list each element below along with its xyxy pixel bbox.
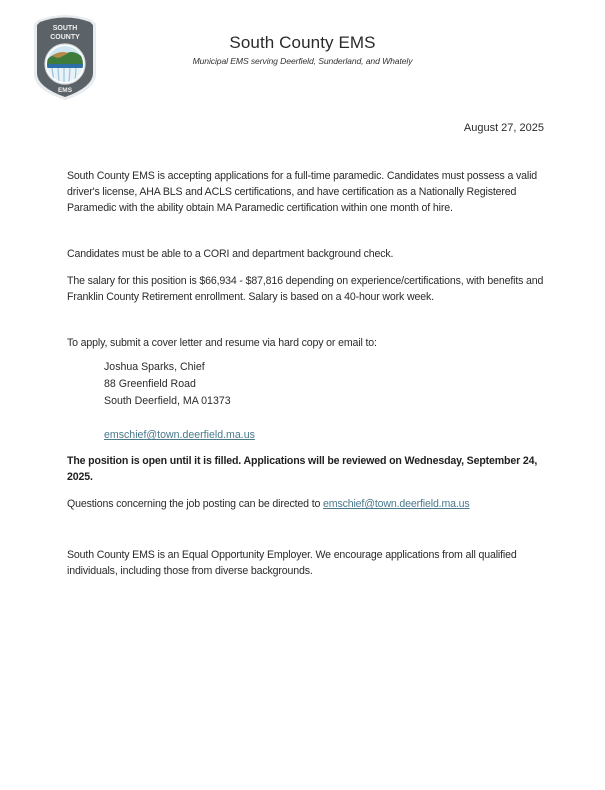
organization-title: South County EMS xyxy=(229,33,376,52)
questions-email-link[interactable]: emschief@town.deerfield.ma.us xyxy=(323,498,470,510)
paragraph-intro: South County EMS is accepting applications for a full-time paramedic. Candidates must possess a valid driver's license, AHA BLS and ACLS certifications, and have certification as a Nationally Registered Paramedic with the ability obtain MA Paramedic certification within one month of hire. xyxy=(67,170,538,215)
paragraph-questions xyxy=(67,496,549,512)
paragraph-background-check: Candidates must be able to a CORI and department background check. xyxy=(67,248,394,260)
logo-text-ems: EMS xyxy=(57,87,73,94)
address-street: 88 Greenfield Road xyxy=(104,378,196,390)
questions-text: Questions concerning the job posting can be directed to xyxy=(67,498,324,510)
paragraph-apply: To apply, submit a cover letter and resume via hard copy or email to: xyxy=(67,337,377,349)
letter-date: August 27, 2025 xyxy=(463,122,544,134)
mailing-address xyxy=(104,359,231,410)
paragraph-salary: The salary for this position is $66,934 - $87,816 depending on experience/certifications, with benefits and Franklin County Retirement enrollment. Salary is based on a 40-hour work week. xyxy=(67,275,544,304)
paragraph-deadline: The position is open until it is filled. Applications will be reviewed on Wednesday, September 24, 2025. xyxy=(67,455,538,484)
logo-text-south: SOUTH xyxy=(52,25,78,32)
logo-text-county: COUNTY xyxy=(50,34,80,41)
address-email-link[interactable]: emschief@town.deerfield.ma.us xyxy=(104,429,255,441)
address-email-line xyxy=(104,429,255,441)
address-name: Joshua Sparks, Chief xyxy=(104,361,205,373)
paragraph-equal-opportunity: South County EMS is an Equal Opportunity Employer. We encourage applications from all qualified individuals, including those from diverse backgrounds. xyxy=(67,549,517,578)
address-city: South Deerfield, MA 01373 xyxy=(104,395,231,407)
organization-subtitle: Municipal EMS serving Deerfield, Sunderland, and Whately xyxy=(192,56,413,66)
